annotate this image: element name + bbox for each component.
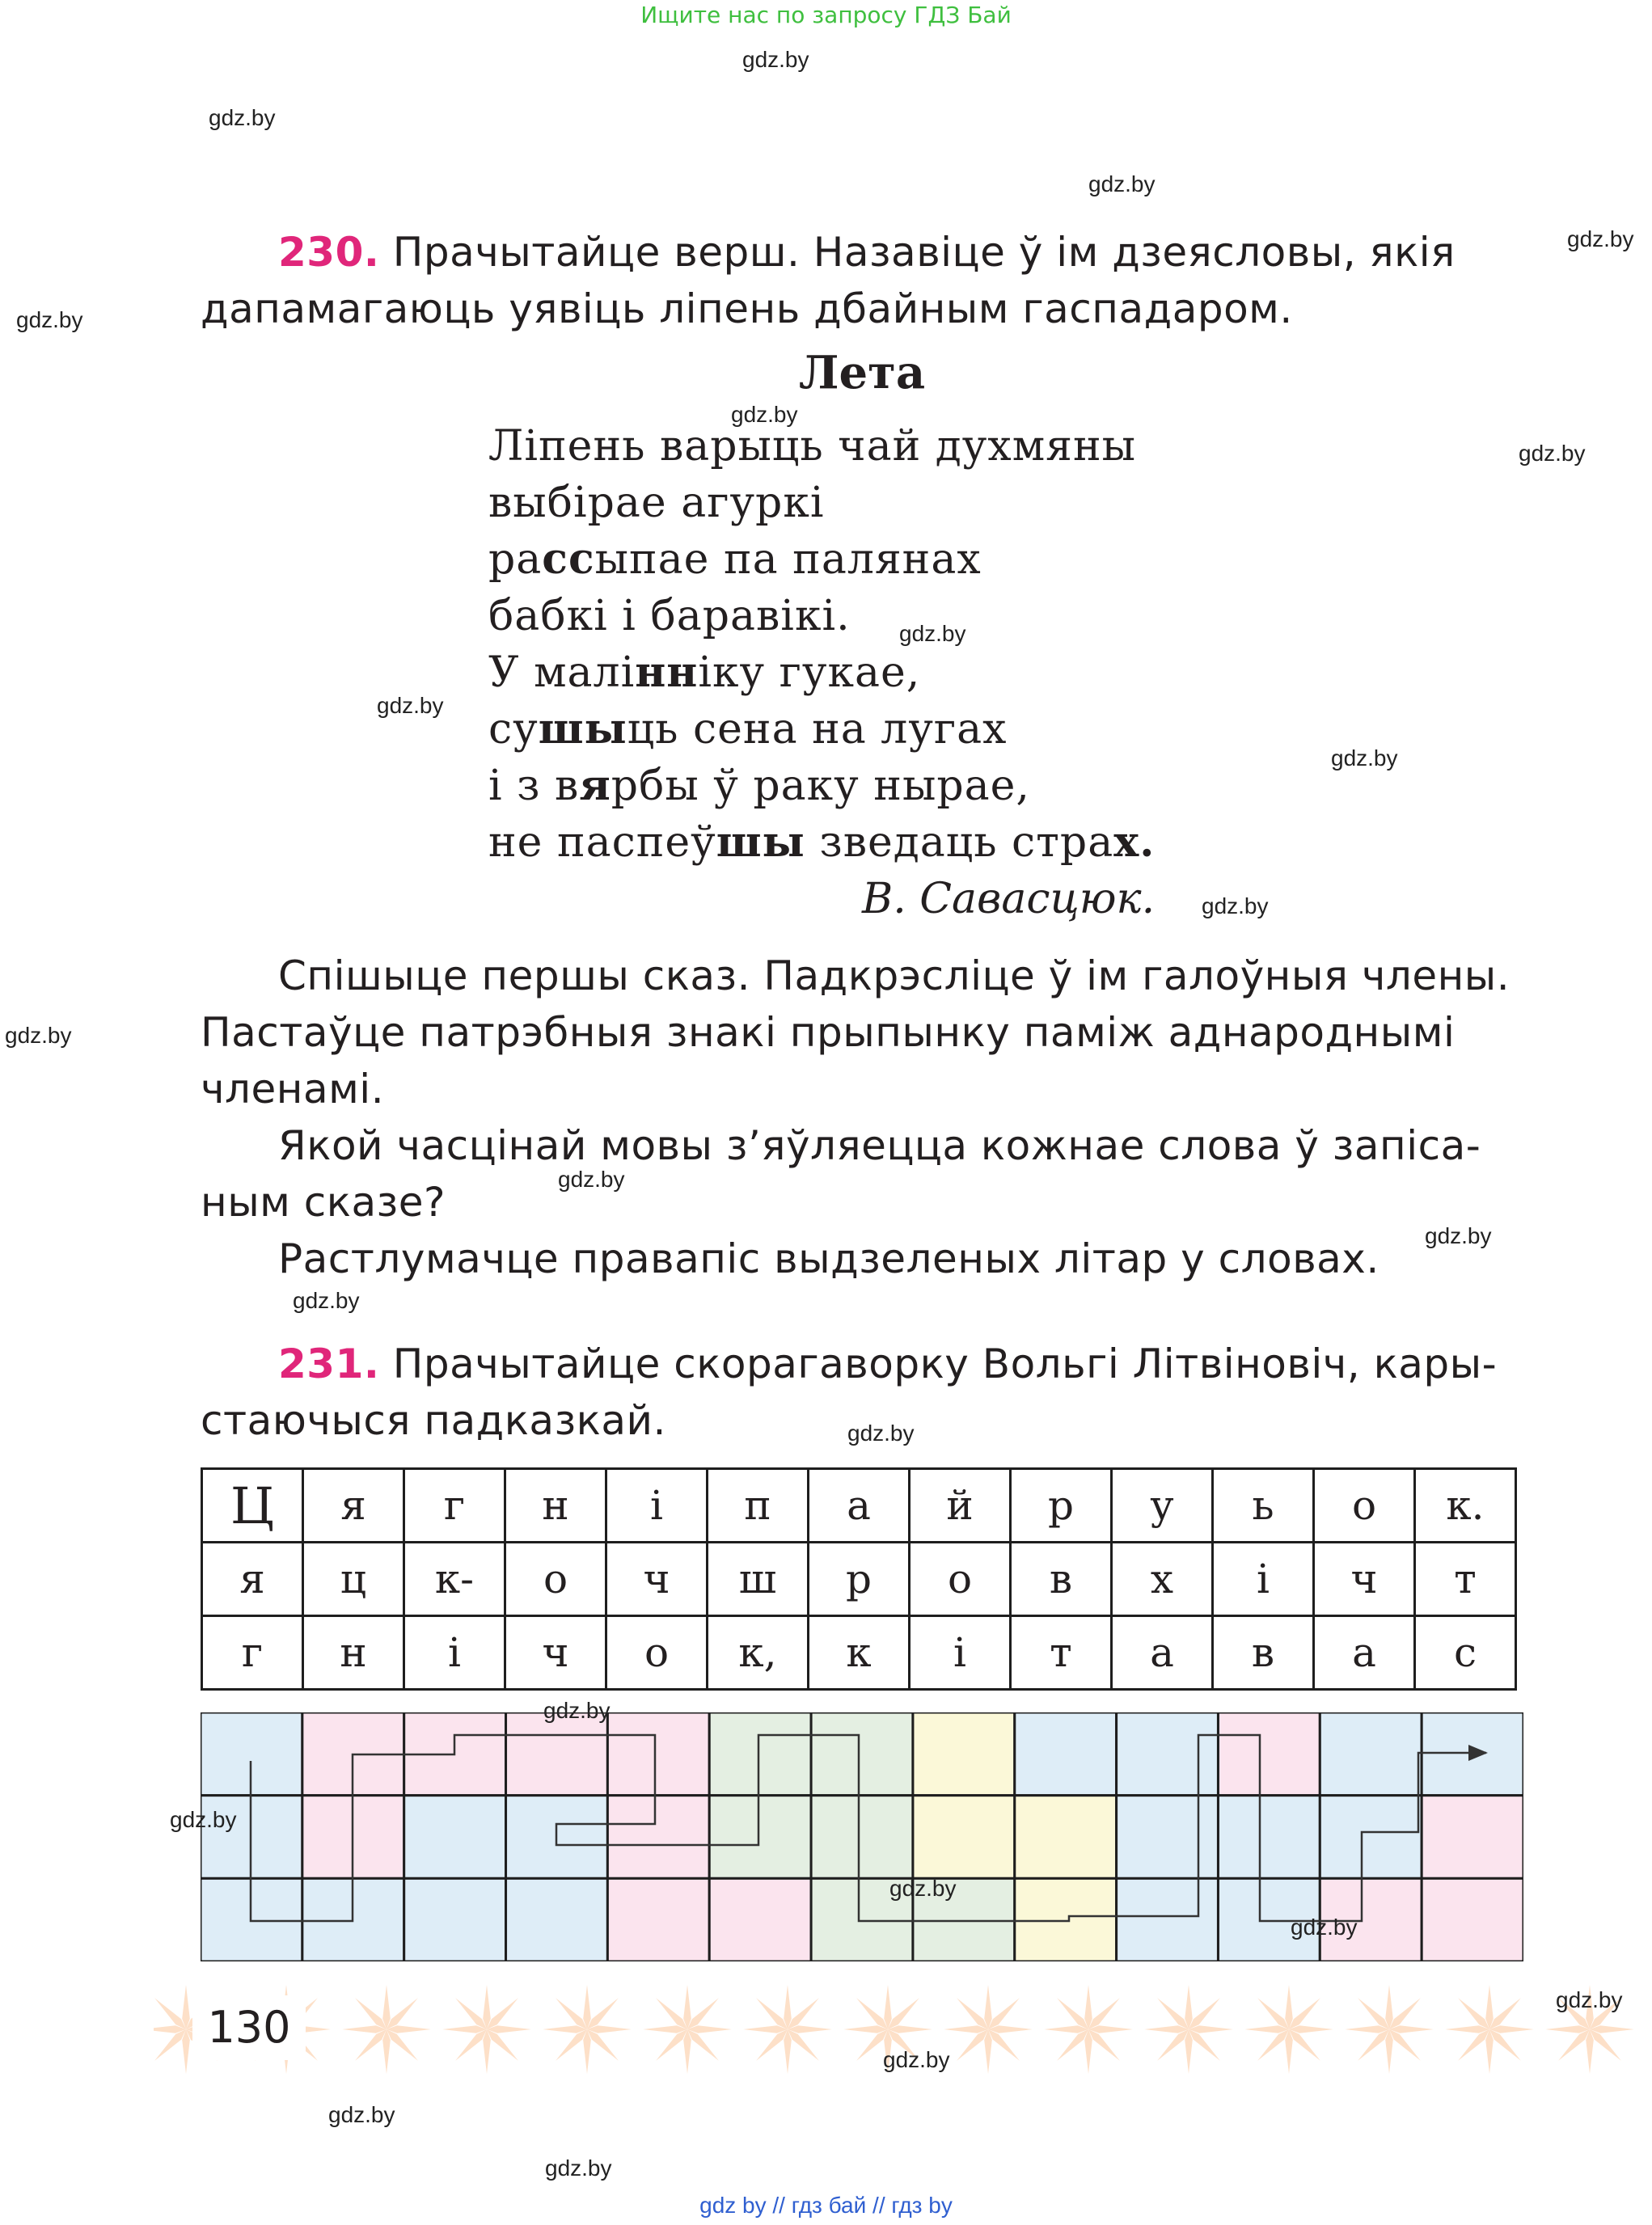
poem-line: Ліпень варыць чай духмяны [488,422,1136,471]
hint-cell [1117,1796,1219,1879]
ornament-snowflake [1044,1985,1133,2074]
task-text: Прачытайце скорагаворку Вольгі Літвіновіч, кары- [392,1340,1498,1387]
letter-cell: у [1112,1469,1213,1543]
watermark: gdz.by [847,1421,915,1446]
watermark: gdz.by [1331,745,1398,771]
hint-cell [1218,1796,1320,1879]
task-text: Растлумачце правапіс выдзеленых літар у словах. [278,1235,1379,1282]
watermark: gdz.by [5,1023,72,1048]
letter-cell: Ц [202,1469,303,1543]
watermark: gdz.by [1556,1987,1623,2012]
hint-cell [913,1796,1015,1879]
watermark: gdz.by [899,621,966,646]
top-banner[interactable]: Ищите нас по запросу ГДЗ Бай [640,2,1012,28]
letter-cell: о [1314,1469,1415,1543]
letter-cell: р [1011,1469,1112,1543]
watermark: gdz.by [1291,1915,1358,1940]
letter-cell: р [809,1543,910,1616]
letter-cell: ч [1314,1543,1415,1616]
task-text: Спішыце першы сказ. Падкрэсліце ў ім галоўныя члены. [278,952,1510,999]
letter-cell: п [708,1469,809,1543]
poem-line: рассыпае па палянах [488,534,982,584]
letter-cell: о [606,1616,708,1690]
ornament-snowflake [1345,1985,1434,2074]
hint-cell [607,1878,709,1961]
hint-cell [404,1878,506,1961]
watermark: gdz.by [543,1698,611,1723]
hint-cell [607,1796,709,1879]
hint-cell [1422,1878,1523,1961]
watermark: gdz.by [1567,226,1634,251]
poem-line: не паспеўшы зведаць страх. [488,817,1156,867]
letter-cell: я [303,1469,404,1543]
watermark: gdz.by [328,2102,395,2127]
poem-line: бабкі і баравікі. [488,592,851,640]
letter-cell: х [1112,1543,1213,1616]
hint-cell [709,1878,811,1961]
hint-cell [1320,1712,1422,1796]
letter-cell: т [1415,1543,1516,1616]
ornament-snowflake [1445,1985,1534,2074]
ornament-snowflake [442,1985,531,2074]
hint-cell [1117,1712,1219,1796]
exercise-number: 230. [278,229,380,276]
follow-up-tasks [201,948,1519,1287]
poem-line: сушыць сена на лугах [488,704,1008,754]
letter-cell: к [809,1616,910,1690]
ornament-snowflake [342,1985,431,2074]
ornament-snowflake [1244,1985,1333,2074]
letter-cell: і [606,1469,708,1543]
hint-cell [1218,1712,1320,1796]
watermark: gdz.by [16,307,83,332]
letter-cell: а [809,1469,910,1543]
letter-cell: і [404,1616,505,1690]
watermark: gdz.by [883,2047,950,2072]
watermark: gdz.by [889,1876,957,1901]
exercise-230-task [201,224,1519,337]
task-text: Прачытайце верш. Назавіце ў ім дзеясловы, якія [392,229,1456,276]
letter-cell: н [303,1616,404,1690]
letter-cell: а [1314,1616,1415,1690]
exercise-231-task [201,1336,1519,1449]
hint-cell [709,1712,811,1796]
watermark: gdz.by [377,693,444,718]
letter-cell: с [1415,1616,1516,1690]
letter-cell: к. [1415,1469,1516,1543]
hint-cell [506,1712,608,1796]
letter-cell: ц [303,1543,404,1616]
letter-cell: к, [708,1616,809,1690]
hint-cell [709,1796,811,1879]
poem-line: выбірае агуркі [488,479,825,527]
letter-cell: к- [404,1543,505,1616]
letter-cell: г [404,1469,505,1543]
letter-grid-row [202,1469,1516,1543]
letter-cell: в [1213,1616,1314,1690]
letter-cell: і [1213,1543,1314,1616]
poem-title: Лета [799,346,926,399]
hint-cell [1117,1878,1219,1961]
watermark: gdz.by [558,1167,625,1192]
page-number: 130 [192,1995,306,2060]
letter-cell: а [1112,1616,1213,1690]
task-text: стаючыся падказкай. [201,1397,666,1444]
letter-grid [201,1467,1517,1691]
ornament-snowflake [543,1985,632,2074]
task-text: Пастаўце патрэбныя знакі прыпынку паміж аднароднымі [201,1009,1456,1056]
ornament-snowflake [1144,1985,1233,2074]
watermark: gdz.by [731,402,798,427]
ornament-snowflake [944,1985,1033,2074]
watermark: gdz.by [1519,441,1586,466]
letter-cell: ш [708,1543,809,1616]
poem-line: У малінніку гукае, [488,648,921,697]
hint-cell [1320,1796,1422,1879]
watermark: gdz.by [209,105,276,130]
footer-links[interactable]: gdz by // гдз бай // гдз by [699,2193,953,2218]
ornament-snowflake [643,1985,732,2074]
letter-cell: ь [1213,1469,1314,1543]
poem-line: і з вярбы ў раку нырае, [488,761,1030,810]
watermark: gdz.by [170,1807,237,1832]
task-text: Якой часцінай мовы з’яўляецца кожнае слова ў запіса- [278,1122,1481,1169]
letter-cell: і [910,1616,1011,1690]
letter-cell: й [910,1469,1011,1543]
letter-cell: ч [505,1616,606,1690]
task-text: дапамагаюць уявіць ліпень дбайным гаспадаром. [201,285,1293,332]
letter-grid-row [202,1616,1516,1690]
poem [488,418,1378,871]
watermark: gdz.by [1202,893,1269,918]
letter-cell: о [910,1543,1011,1616]
hint-cell [1015,1796,1117,1879]
exercise-number: 231. [278,1340,380,1387]
watermark: gdz.by [742,47,809,72]
task-text: ным сказе? [201,1179,446,1226]
letter-cell: ч [606,1543,708,1616]
letter-cell: о [505,1543,606,1616]
watermark: gdz.by [1088,171,1156,196]
hint-cell [1015,1712,1117,1796]
poem-author: В. Савасцюк. [862,875,1156,923]
hint-cell [811,1796,913,1879]
watermark: gdz.by [293,1288,360,1313]
watermark: gdz.by [545,2155,612,2181]
watermark: gdz.by [1425,1223,1492,1248]
letter-cell: я [202,1543,303,1616]
hint-cell [506,1878,608,1961]
hint-cell [404,1796,506,1879]
letter-cell: н [505,1469,606,1543]
hint-cell [1015,1878,1117,1961]
letter-grid-row [202,1543,1516,1616]
ornament-snowflake [743,1985,832,2074]
hint-cell [913,1712,1015,1796]
hint-cell [811,1712,913,1796]
hint-cell [1422,1796,1523,1879]
letter-cell: г [202,1616,303,1690]
letter-cell: в [1011,1543,1112,1616]
letter-cell: т [1011,1616,1112,1690]
hint-cell [607,1712,709,1796]
task-text: членамі. [201,1066,385,1112]
